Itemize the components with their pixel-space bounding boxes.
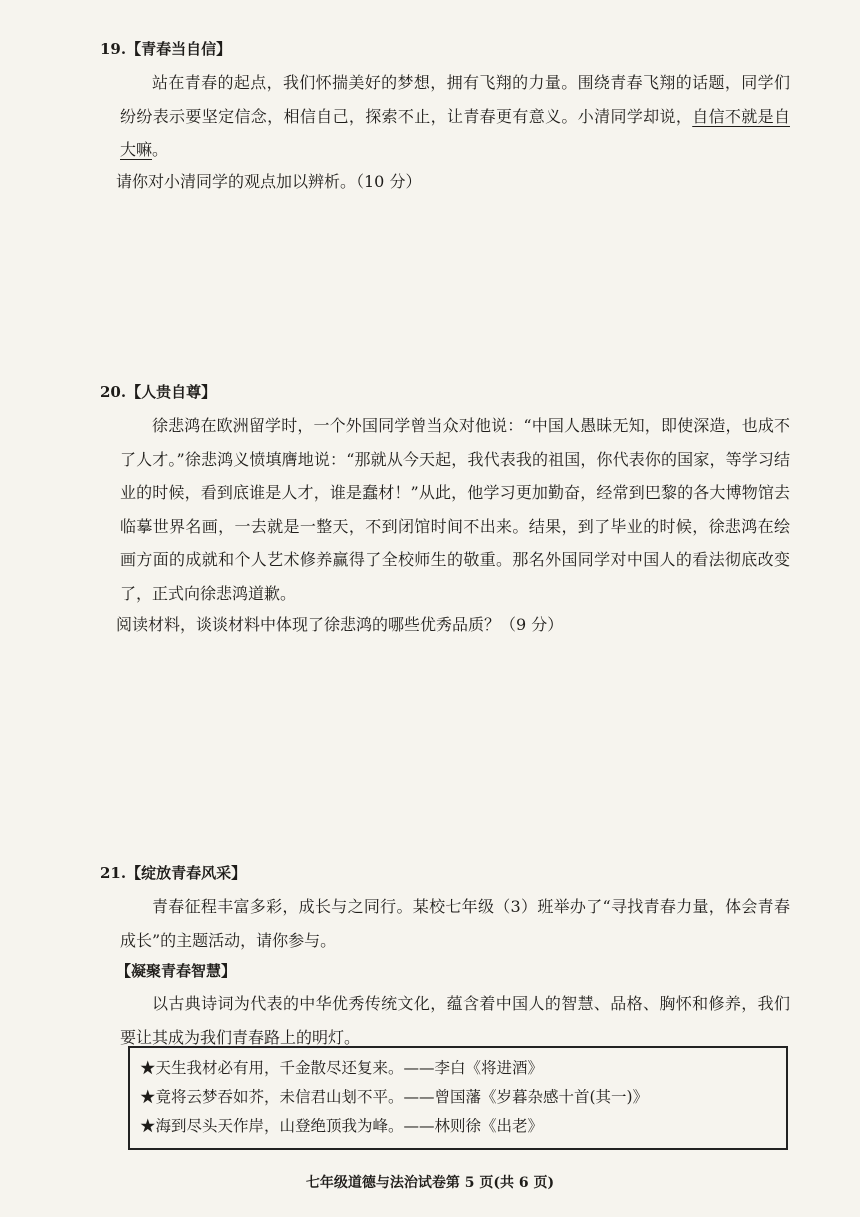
poem-line: ★海到尽头天作岸，山登绝顶我为峰。——林则徐《出老》 xyxy=(140,1117,544,1135)
page-footer: 七年级道德与法治试卷第 5 页(共 6 页) xyxy=(305,1175,555,1191)
question-21 xyxy=(100,862,790,1054)
poem-line: ★竟将云梦吞如芥，未信君山刬不平。——曾国藩《岁暮杂感十首(其一)》 xyxy=(140,1088,649,1106)
question-19-passage-text: 站在青春的起点，我们怀揣美好的梦想，拥有飞翔的力量。围绕青春飞翔的话题，同学们纷纷表示要坚定信念，相信自己，探索不止，让青春更有意义。小清同学却说， xyxy=(120,73,790,126)
question-20 xyxy=(100,381,790,640)
question-19-passage xyxy=(120,66,790,167)
poem-box xyxy=(128,1046,788,1150)
question-19-header: 19.【青春当自信】 xyxy=(100,40,232,58)
question-21-header: 21.【绽放青春风采】 xyxy=(100,864,247,882)
question-19-passage-end: 。 xyxy=(152,140,169,159)
question-21-sub-passage: 以古典诗词为代表的中华优秀传统文化，蕴含着中国人的智慧、品格、胸怀和修养，我们要让其成为我们青春路上的明灯。 xyxy=(120,994,790,1047)
poem-line: ★天生我材必有用，千金散尽还复来。——李白《将进酒》 xyxy=(140,1059,544,1077)
question-21-intro: 青春征程丰富多彩，成长与之同行。某校七年级（3）班举办了“寻找青春力量，体会青春成长”的主题活动，请你参与。 xyxy=(120,897,790,950)
question-19-underlined-quote: 自信不就是自大嘛 xyxy=(120,106,790,159)
question-21-subheader: 【凝聚青春智慧】 xyxy=(116,962,237,980)
question-19-prompt: 请你对小清同学的观点加以辨析。（10 分） xyxy=(116,171,422,191)
question-20-prompt: 阅读材料，谈谈材料中体现了徐悲鸿的哪些优秀品质？（9 分） xyxy=(116,615,564,634)
question-20-header: 20.【人贵自尊】 xyxy=(100,383,217,401)
question-19 xyxy=(100,38,790,197)
question-20-passage: 徐悲鸿在欧洲留学时，一个外国同学曾当众对他说：“中国人愚昧无知，即使深造，也成不了人才。”徐悲鸿义愤填膺地说：“那就从今天起，我代表我的祖国，你代表你的国家，等学习结业的时候，看到底谁是人才，谁是蠢材！”从此，他学习更加勤奋，经常到巴黎的各大博物馆去临摹世界名画，一去就是一整天，不到闭馆时间不出来。结果，到了毕业的时候，徐悲鸿在绘画方面的成就和个人艺术修养赢得了全校师生的敬重。那名外国同学对中国人的看法彻底改变了，正式向徐悲鸿道歉。 xyxy=(120,416,790,603)
